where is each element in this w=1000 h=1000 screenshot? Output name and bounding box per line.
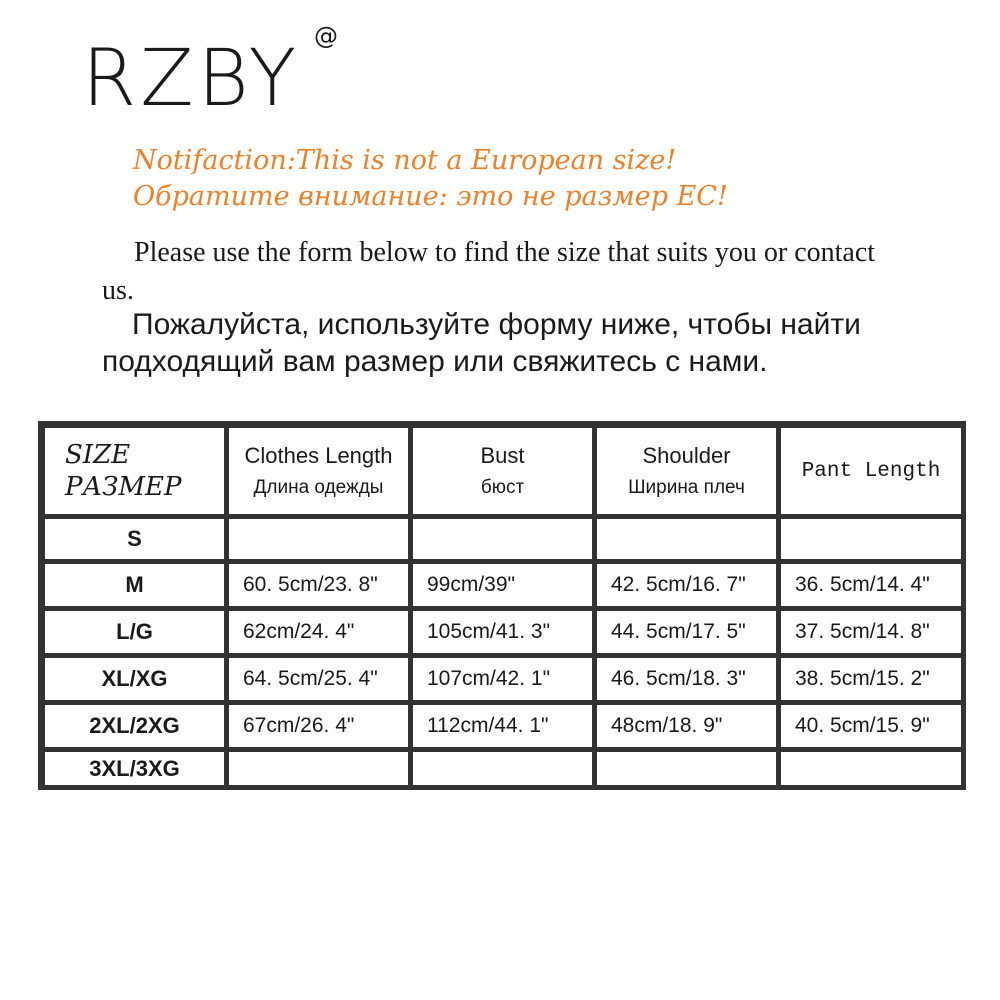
measurement-cell: 60. 5cm/23. 8" [229, 564, 408, 606]
notice-en: Notifaction:This is not a European size! [133, 145, 677, 176]
column-header-ru: Ширина плеч [628, 477, 745, 498]
size-label-cell: M [45, 564, 224, 606]
size-label-cell: L/G [45, 611, 224, 653]
brand-logo: RZBY [82, 34, 301, 124]
size-label-cell: 3XL/3XG [45, 752, 224, 785]
instructions-en: Please use the form below to find the size that suits you or contact us. [102, 237, 876, 306]
size-chart-table [38, 421, 966, 790]
column-header-en: Shoulder [642, 443, 731, 468]
measurement-cell: 64. 5cm/25. 4" [229, 658, 408, 700]
measurement-cell [781, 752, 961, 785]
measurement-cell: 107cm/42. 1" [413, 658, 592, 700]
column-header-en: Clothes Length [244, 443, 393, 468]
measurement-cell: 112cm/44. 1" [413, 705, 592, 747]
column-header-bust [413, 428, 592, 514]
column-header-en: Pant Length [801, 459, 941, 483]
measurement-cell: 38. 5cm/15. 2" [781, 658, 961, 700]
size-header-cell [45, 428, 224, 514]
measurement-cell [229, 752, 408, 785]
measurement-cell [781, 519, 961, 559]
measurement-cell: 46. 5cm/18. 3" [597, 658, 776, 700]
column-header-ru: бюст [480, 477, 525, 498]
size-label-cell: 2XL/2XG [45, 705, 224, 747]
column-header-clothes-length [229, 428, 408, 514]
measurement-cell: 105cm/41. 3" [413, 611, 592, 653]
measurement-cell: 67cm/26. 4" [229, 705, 408, 747]
measurement-cell: 44. 5cm/17. 5" [597, 611, 776, 653]
size-label-cell: XL/XG [45, 658, 224, 700]
measurement-cell: 62cm/24. 4" [229, 611, 408, 653]
measurement-cell [229, 519, 408, 559]
measurement-cell: 36. 5cm/14. 4" [781, 564, 961, 606]
measurement-cell [597, 519, 776, 559]
size-header-en: SIZE [65, 440, 131, 470]
notice-ru: Обратите внимание: это не размер ЕС! [133, 181, 728, 212]
measurement-cell [413, 519, 592, 559]
column-header-ru: Длина одежды [253, 477, 384, 498]
size-label-cell: S [45, 519, 224, 559]
column-header-en: Bust [480, 443, 525, 468]
measurement-cell: 40. 5cm/15. 9" [781, 705, 961, 747]
measurement-cell: 48cm/18. 9" [597, 705, 776, 747]
measurement-cell: 42. 5cm/16. 7" [597, 564, 776, 606]
column-header-shoulder [597, 428, 776, 514]
size-header-ru: РАЗМЕР [65, 472, 182, 502]
column-header-pant-length [781, 428, 961, 514]
measurement-cell [597, 752, 776, 785]
measurement-cell [413, 752, 592, 785]
measurement-cell: 37. 5cm/14. 8" [781, 611, 961, 653]
brand-mark: @ [314, 22, 338, 50]
measurement-cell: 99cm/39" [413, 564, 592, 606]
instructions-ru: Пожалуйста, используйте форму ниже, чтобы найти подходящий вам размер или свяжитесь с нами. [102, 308, 861, 378]
